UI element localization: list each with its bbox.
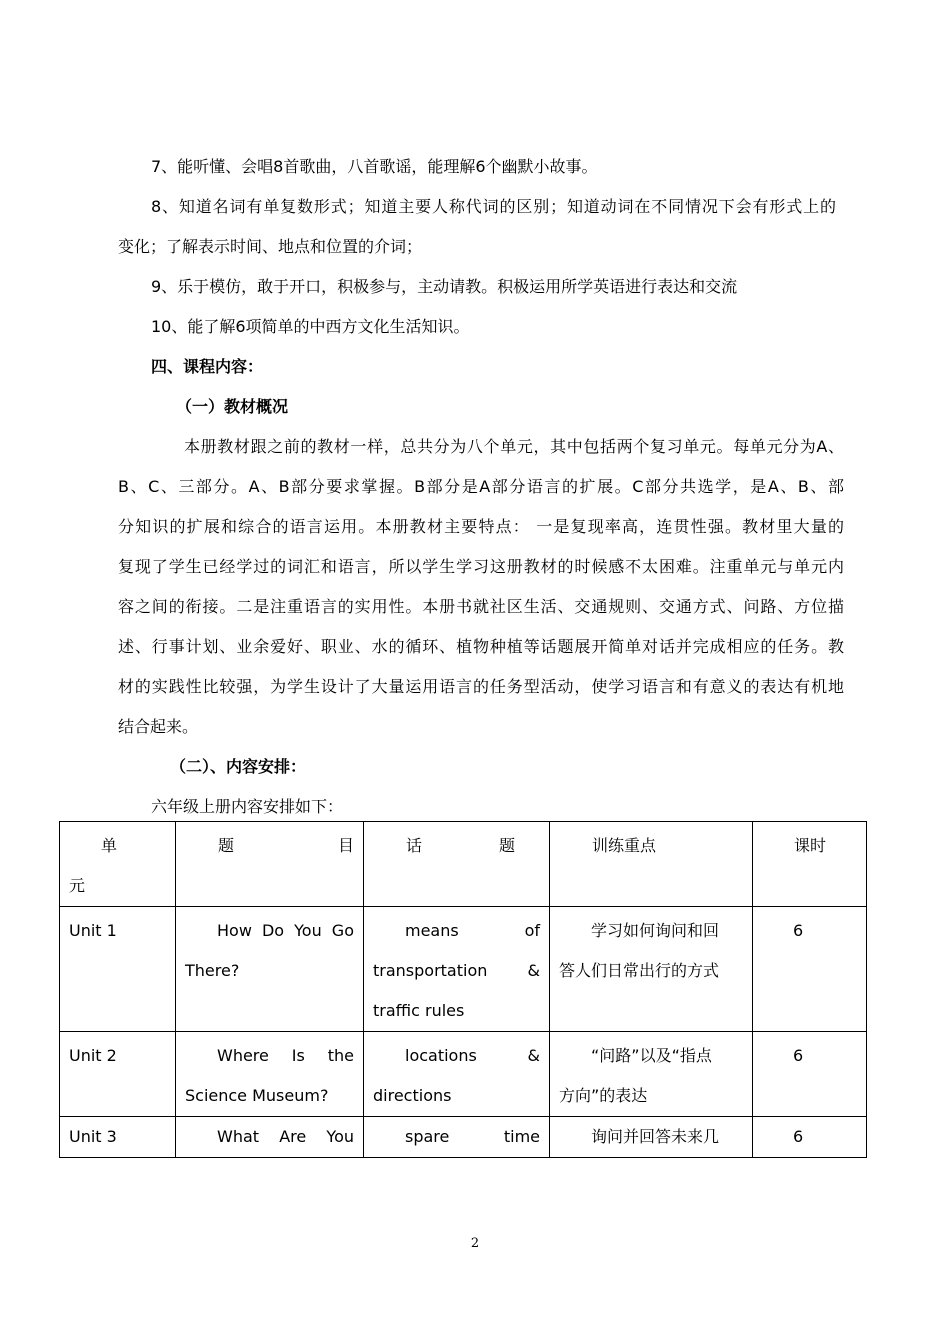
paragraph-line: 述、行事计划、业余爱好、职业、水的循环、植物种植等话题展开简单对话并完成相应的任务。教 — [118, 637, 844, 656]
focus-line: 学习如何询问和回 — [591, 921, 720, 940]
hours-cell — [753, 907, 867, 1032]
page-number: 2 — [470, 1236, 480, 1251]
title-line: Where Is the — [217, 1046, 354, 1065]
title-line: What Are You — [217, 1127, 354, 1146]
topic-line: spare time — [405, 1127, 540, 1146]
header-topic: 话 题 — [406, 836, 515, 855]
header-unit-part1: 单 — [101, 836, 118, 855]
topic-line: traffic rules — [373, 1001, 465, 1020]
hours-cell — [753, 1032, 867, 1117]
table-intro: 六年级上册内容安排如下： — [151, 797, 344, 816]
paragraph-line: 材的实践性比较强，为学生设计了大量运用语言的任务型活动，使学习语言和有意义的表达有机地 — [118, 677, 844, 696]
table-row — [60, 1117, 867, 1158]
unit-cell — [60, 907, 176, 1032]
title-line: There? — [185, 961, 240, 980]
hours-value: 6 — [793, 1127, 804, 1146]
focus-cell — [550, 1117, 753, 1158]
topic-cell — [364, 1117, 550, 1158]
header-cell-title — [176, 822, 364, 907]
header-hours: 课时 — [794, 836, 827, 855]
objective-item-10: 10、能了解6项简单的中西方文化生活知识。 — [151, 317, 470, 336]
topic-cell — [364, 907, 550, 1032]
objective-item-8-line-1: 8、知道名词有单复数形式；知道主要人称代词的区别；知道动词在不同情况下会有形式上的 — [151, 197, 836, 216]
subheading-content-arrangement: （二）、内容安排： — [170, 757, 307, 776]
header-cell-topic — [364, 822, 550, 907]
focus-line: 答人们日常出行的方式 — [559, 961, 720, 980]
table-row — [60, 1032, 867, 1117]
focus-line: 询问并回答未来几 — [591, 1127, 720, 1146]
hours-value: 6 — [793, 1046, 804, 1065]
hours-value: 6 — [793, 921, 804, 940]
section-heading-course-content: 四、课程内容： — [151, 357, 264, 376]
topic-line: directions — [373, 1086, 452, 1105]
unit-label: Unit 2 — [69, 1046, 117, 1065]
header-title: 题 目 — [218, 836, 354, 855]
header-focus: 训练重点 — [592, 836, 657, 855]
paragraph-line: 复现了学生已经学过的词汇和语言，所以学生学习这册教材的时候感不太困难。注重单元与单元内 — [118, 557, 844, 576]
title-line: Science Museum? — [185, 1086, 329, 1105]
objective-item-7: 7、能听懂、会唱8首歌曲，八首歌谣，能理解6个幽默小故事。 — [151, 157, 598, 176]
header-unit-part2: 元 — [69, 876, 86, 895]
focus-line: 方向”的表达 — [559, 1086, 648, 1105]
focus-cell — [550, 907, 753, 1032]
table-row — [60, 907, 867, 1032]
unit-label: Unit 3 — [69, 1127, 117, 1146]
objective-item-8-line-2: 变化；了解表示时间、地点和位置的介词； — [118, 237, 423, 256]
topic-line: locations & — [405, 1046, 540, 1065]
paragraph-line: 结合起来。 — [118, 717, 199, 736]
textbook-overview-paragraph — [118, 427, 844, 747]
header-cell-hours — [753, 822, 867, 907]
header-cell-focus — [550, 822, 753, 907]
title-cell — [176, 907, 364, 1032]
paragraph-line: B、C、三部分。A、B部分要求掌握。B部分是A部分语言的扩展。C部分共选学，是A、B、部 — [118, 477, 844, 496]
paragraph-line: 分知识的扩展和综合的语言运用。本册教材主要特点： 一是复现率高，连贯性强。教材里大量的 — [118, 517, 844, 536]
paragraph-line: 本册教材跟之前的教材一样，总共分为八个单元，其中包括两个复习单元。每单元分为A、 — [184, 437, 844, 456]
unit-cell — [60, 1032, 176, 1117]
topic-line: transportation & — [373, 961, 540, 980]
header-cell-unit — [60, 822, 176, 907]
topic-cell — [364, 1032, 550, 1117]
unit-label: Unit 1 — [69, 921, 117, 940]
table-header-row — [60, 822, 867, 907]
unit-cell — [60, 1117, 176, 1158]
title-cell — [176, 1117, 364, 1158]
title-line: How Do You Go — [217, 921, 354, 940]
focus-cell — [550, 1032, 753, 1117]
subheading-textbook-overview: （一）教材概况 — [176, 397, 289, 416]
title-cell — [176, 1032, 364, 1117]
topic-line: means of — [405, 921, 540, 940]
objective-item-9: 9、乐于模仿，敢于开口，积极参与，主动请教。积极运用所学英语进行表达和交流 — [151, 277, 738, 296]
paragraph-line: 容之间的衔接。二是注重语言的实用性。本册书就社区生活、交通规则、交通方式、问路、方位描 — [118, 597, 844, 616]
focus-line: “问路”以及“指点 — [591, 1046, 712, 1065]
content-schedule-table — [59, 821, 867, 1158]
hours-cell — [753, 1117, 867, 1158]
